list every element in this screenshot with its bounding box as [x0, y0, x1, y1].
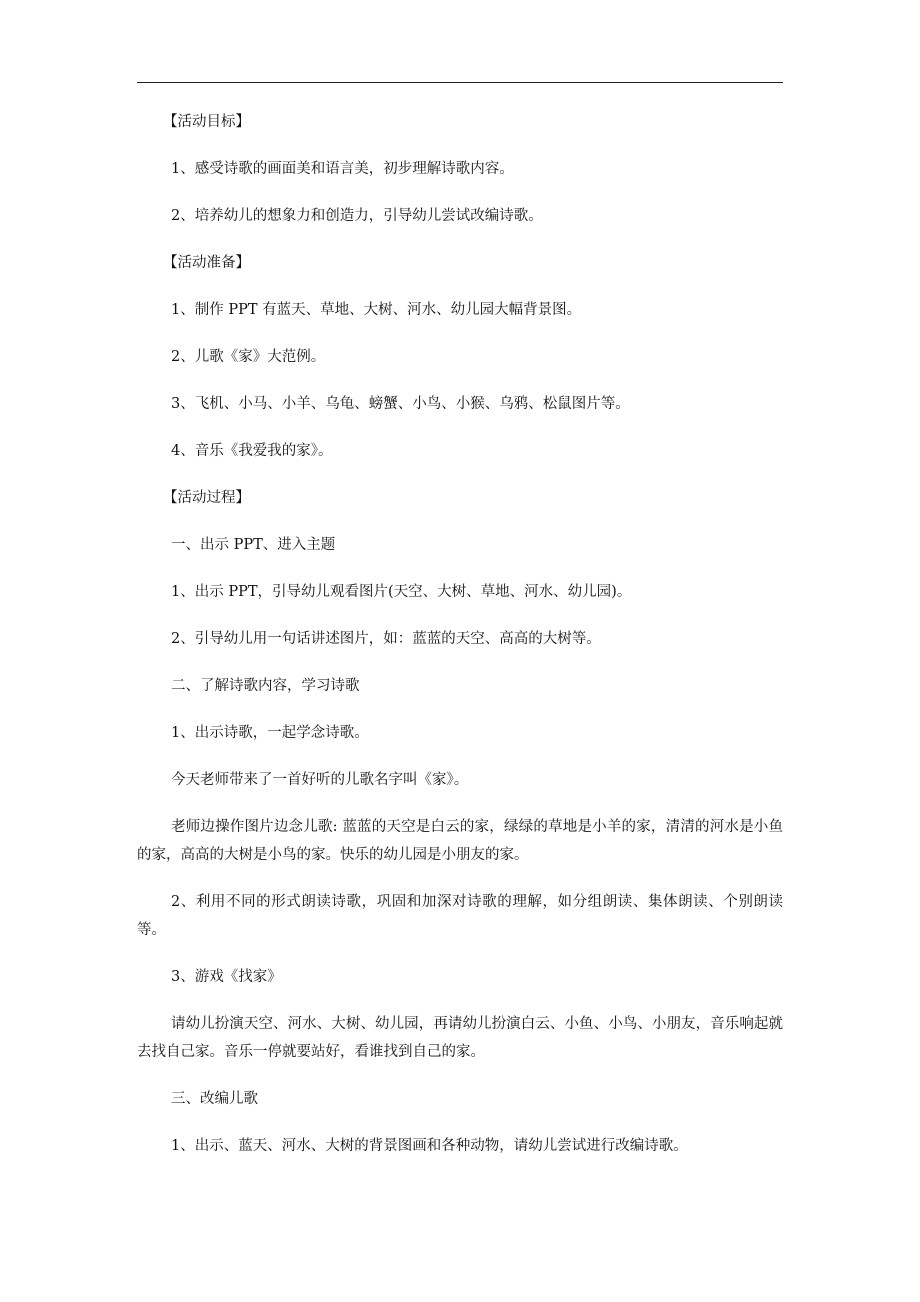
- process-step-2-item-1: 1、出示诗歌，一起学念诗歌。: [171, 725, 369, 741]
- process-step-2-item-2: 2、利用不同的形式朗读诗歌，巩固和加深对诗歌的理解，如分组朗读、集体朗读、个别朗读等。: [137, 894, 783, 938]
- goal-item-1: 1、感受诗歌的画面美和语言美，初步理解诗歌内容。: [171, 161, 514, 177]
- document-body: [137, 108, 783, 1179]
- preparation-item-4: 4、音乐《我爱我的家》。: [171, 443, 333, 459]
- process-step-3-item-1: 1、出示、蓝天、河水、大树的背景图画和各种动物，请幼儿尝试进行改编诗歌。: [171, 1138, 688, 1154]
- game-paragraph: 请幼儿扮演天空、河水、大树、幼儿园，再请幼儿扮演白云、小鱼、小鸟、小朋友，音乐响起就去找自己家。音乐一停就要站好，看谁找到自己的家。: [137, 1016, 783, 1060]
- poem-paragraph: 老师边操作图片边念儿歌: 蓝蓝的天空是白云的家，绿绿的草地是小羊的家，清清的河水是小鱼的家，高高的大树是小鸟的家。快乐的幼儿园是小朋友的家。: [137, 819, 783, 863]
- process-step-1-item-2: 2、引导幼儿用一句话讲述图片，如：蓝蓝的天空、高高的大树等。: [171, 631, 601, 647]
- section-heading-process: 【活动过程】: [163, 490, 250, 506]
- header-rule: [137, 82, 783, 83]
- preparation-item-1: 1、制作 PPT 有蓝天、草地、大树、河水、幼儿园大幅背景图。: [171, 302, 582, 318]
- preparation-item-2: 2、儿歌《家》大范例。: [171, 349, 326, 365]
- preparation-item-3: 3、飞机、小马、小羊、乌龟、螃蟹、小鸟、小猴、乌鸦、松鼠图片等。: [171, 396, 630, 412]
- process-step-3-title: 三、改编儿歌: [171, 1091, 258, 1107]
- process-step-1-title: 一、出示 PPT、进入主题: [171, 537, 336, 553]
- goal-item-2: 2、培养幼儿的想象力和创造力，引导幼儿尝试改编诗歌。: [171, 208, 543, 224]
- section-heading-goals: 【活动目标】: [163, 114, 250, 130]
- section-heading-preparation: 【活动准备】: [163, 255, 250, 271]
- process-step-1-item-1: 1、出示 PPT，引导幼儿观看图片(天空、大树、草地、河水、幼儿园)。: [171, 584, 632, 600]
- process-step-2-item-3: 3、游戏《找家》: [171, 969, 282, 985]
- process-step-2-title: 二、了解诗歌内容，学习诗歌: [171, 678, 360, 694]
- process-step-2-intro: 今天老师带来了一首好听的儿歌名字叫《家》。: [171, 772, 469, 788]
